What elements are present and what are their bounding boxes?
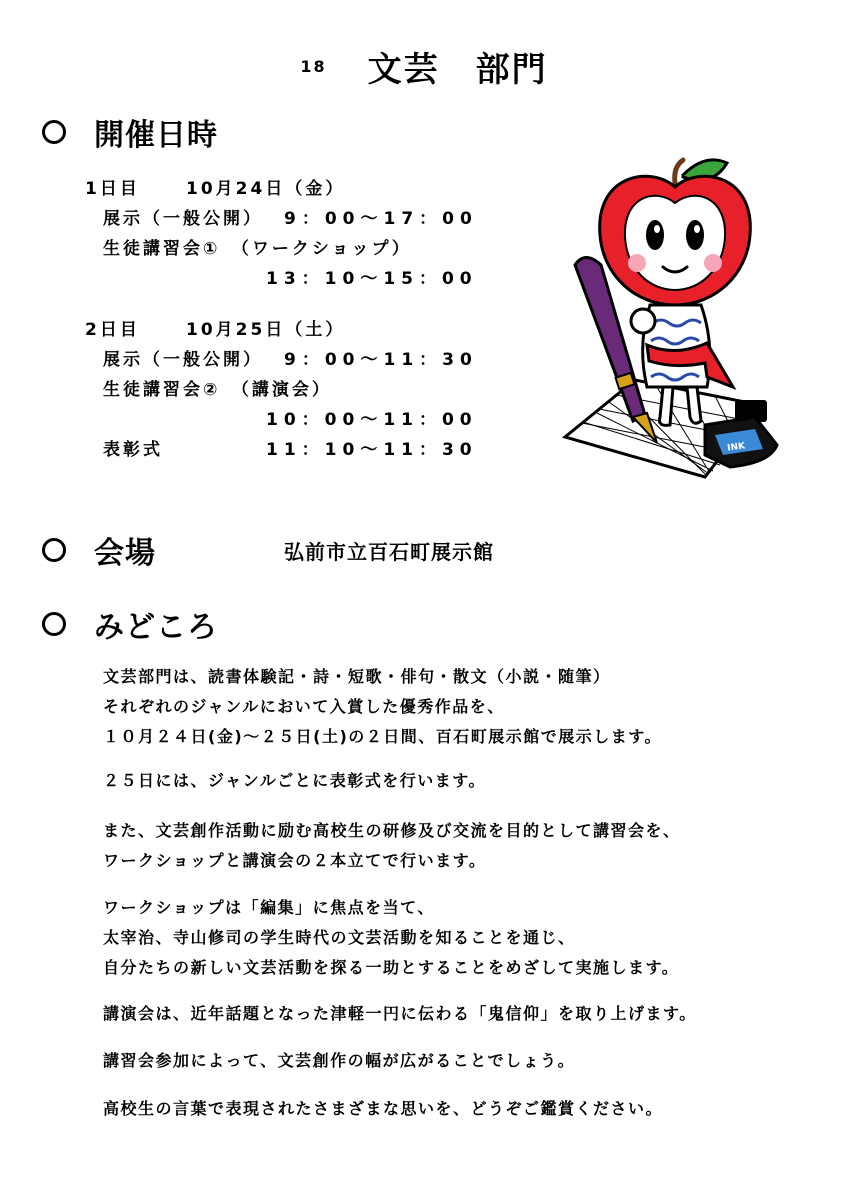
day1-exhibit-label: 展示（一般公開） xyxy=(103,209,263,229)
apple-mascot-illustration xyxy=(555,155,790,490)
day2-lecture-time: 10：00～11：00 xyxy=(266,410,478,430)
section-title-schedule: 開催日時 xyxy=(94,118,218,153)
section-highlights-heading xyxy=(42,602,218,646)
paragraph-line: 文芸部門は、読書体験記・詩・短歌・俳句・散文（小説・随筆） xyxy=(103,667,611,686)
section-schedule-heading xyxy=(42,110,218,154)
highlight-paragraph-2 xyxy=(103,766,803,796)
circle-bullet-icon xyxy=(42,120,66,144)
day2-date: 10月25日（土） xyxy=(186,320,346,340)
day2-award-label: 表彰式 xyxy=(103,440,163,460)
highlight-paragraph-6 xyxy=(103,1046,803,1076)
day2-lecture-label: 生徒講習会② （講演会） xyxy=(103,380,332,400)
paragraph-line: ワークショップは「編集」に焦点を当て、 xyxy=(103,898,435,917)
paragraph-line: 講習会参加によって、文芸創作の幅が広がることでしょう。 xyxy=(103,1051,576,1070)
paragraph-line: それぞれのジャンルにおいて入賞した優秀作品を、 xyxy=(103,697,505,716)
paragraph-line: 太宰治、寺山修司の学生時代の文芸活動を知ることを通じ、 xyxy=(103,928,576,947)
page-title: 文芸 部門 xyxy=(367,50,548,90)
day2-award-time: 11：10～11：30 xyxy=(266,440,478,460)
highlight-paragraph-5 xyxy=(103,999,803,1029)
page-header xyxy=(0,42,848,91)
highlight-paragraph-7 xyxy=(103,1094,803,1124)
day1-exhibit-time: 9：00～17：00 xyxy=(284,209,478,229)
circle-bullet-icon xyxy=(42,538,66,562)
paragraph-line: １０月２４日(金)～２５日(土)の２日間、百石町展示館で展示します。 xyxy=(103,727,662,746)
venue-name: 弘前市立百石町展示館 xyxy=(284,540,494,564)
paragraph-line: 講演会は、近年話題となった津軽一円に伝わる「鬼信仰」を取り上げます。 xyxy=(103,1004,697,1023)
section-title-highlights: みどころ xyxy=(94,610,218,645)
highlight-paragraph-4 xyxy=(103,893,803,983)
paragraph-line: また、文芸創作活動に励む高校生の研修及び交流を目的として講習会を、 xyxy=(103,821,681,840)
page-number: 18 xyxy=(300,57,327,76)
paragraph-line: 自分たちの新しい文芸活動を探る一助とすることをめざして実施します。 xyxy=(103,958,680,977)
day1-date: 10月24日（金） xyxy=(186,179,346,199)
paragraph-line: ワークショップと講演会の２本立てで行います。 xyxy=(103,851,487,870)
highlight-paragraph-3 xyxy=(103,816,803,876)
day2-label: 2日目 xyxy=(85,320,140,340)
highlight-paragraph-1 xyxy=(103,662,803,752)
day1-label: 1日目 xyxy=(85,179,140,199)
paragraph-line: 高校生の言葉で表現されたさまざまな思いを、どうぞご鑑賞ください。 xyxy=(103,1099,664,1118)
day2-exhibit-label: 展示（一般公開） xyxy=(103,350,263,370)
day1-workshop-time: 13：10～15：00 xyxy=(266,269,478,289)
section-title-venue: 会場 xyxy=(94,536,156,571)
day1-workshop-label: 生徒講習会① （ワークショップ） xyxy=(103,239,412,259)
day2-exhibit-time: 9：00～11：30 xyxy=(284,350,478,370)
circle-bullet-icon xyxy=(42,612,66,636)
section-venue-heading xyxy=(42,528,156,572)
ink-label: INK xyxy=(726,441,746,454)
paragraph-line: ２５日には、ジャンルごとに表彰式を行います。 xyxy=(103,771,487,790)
